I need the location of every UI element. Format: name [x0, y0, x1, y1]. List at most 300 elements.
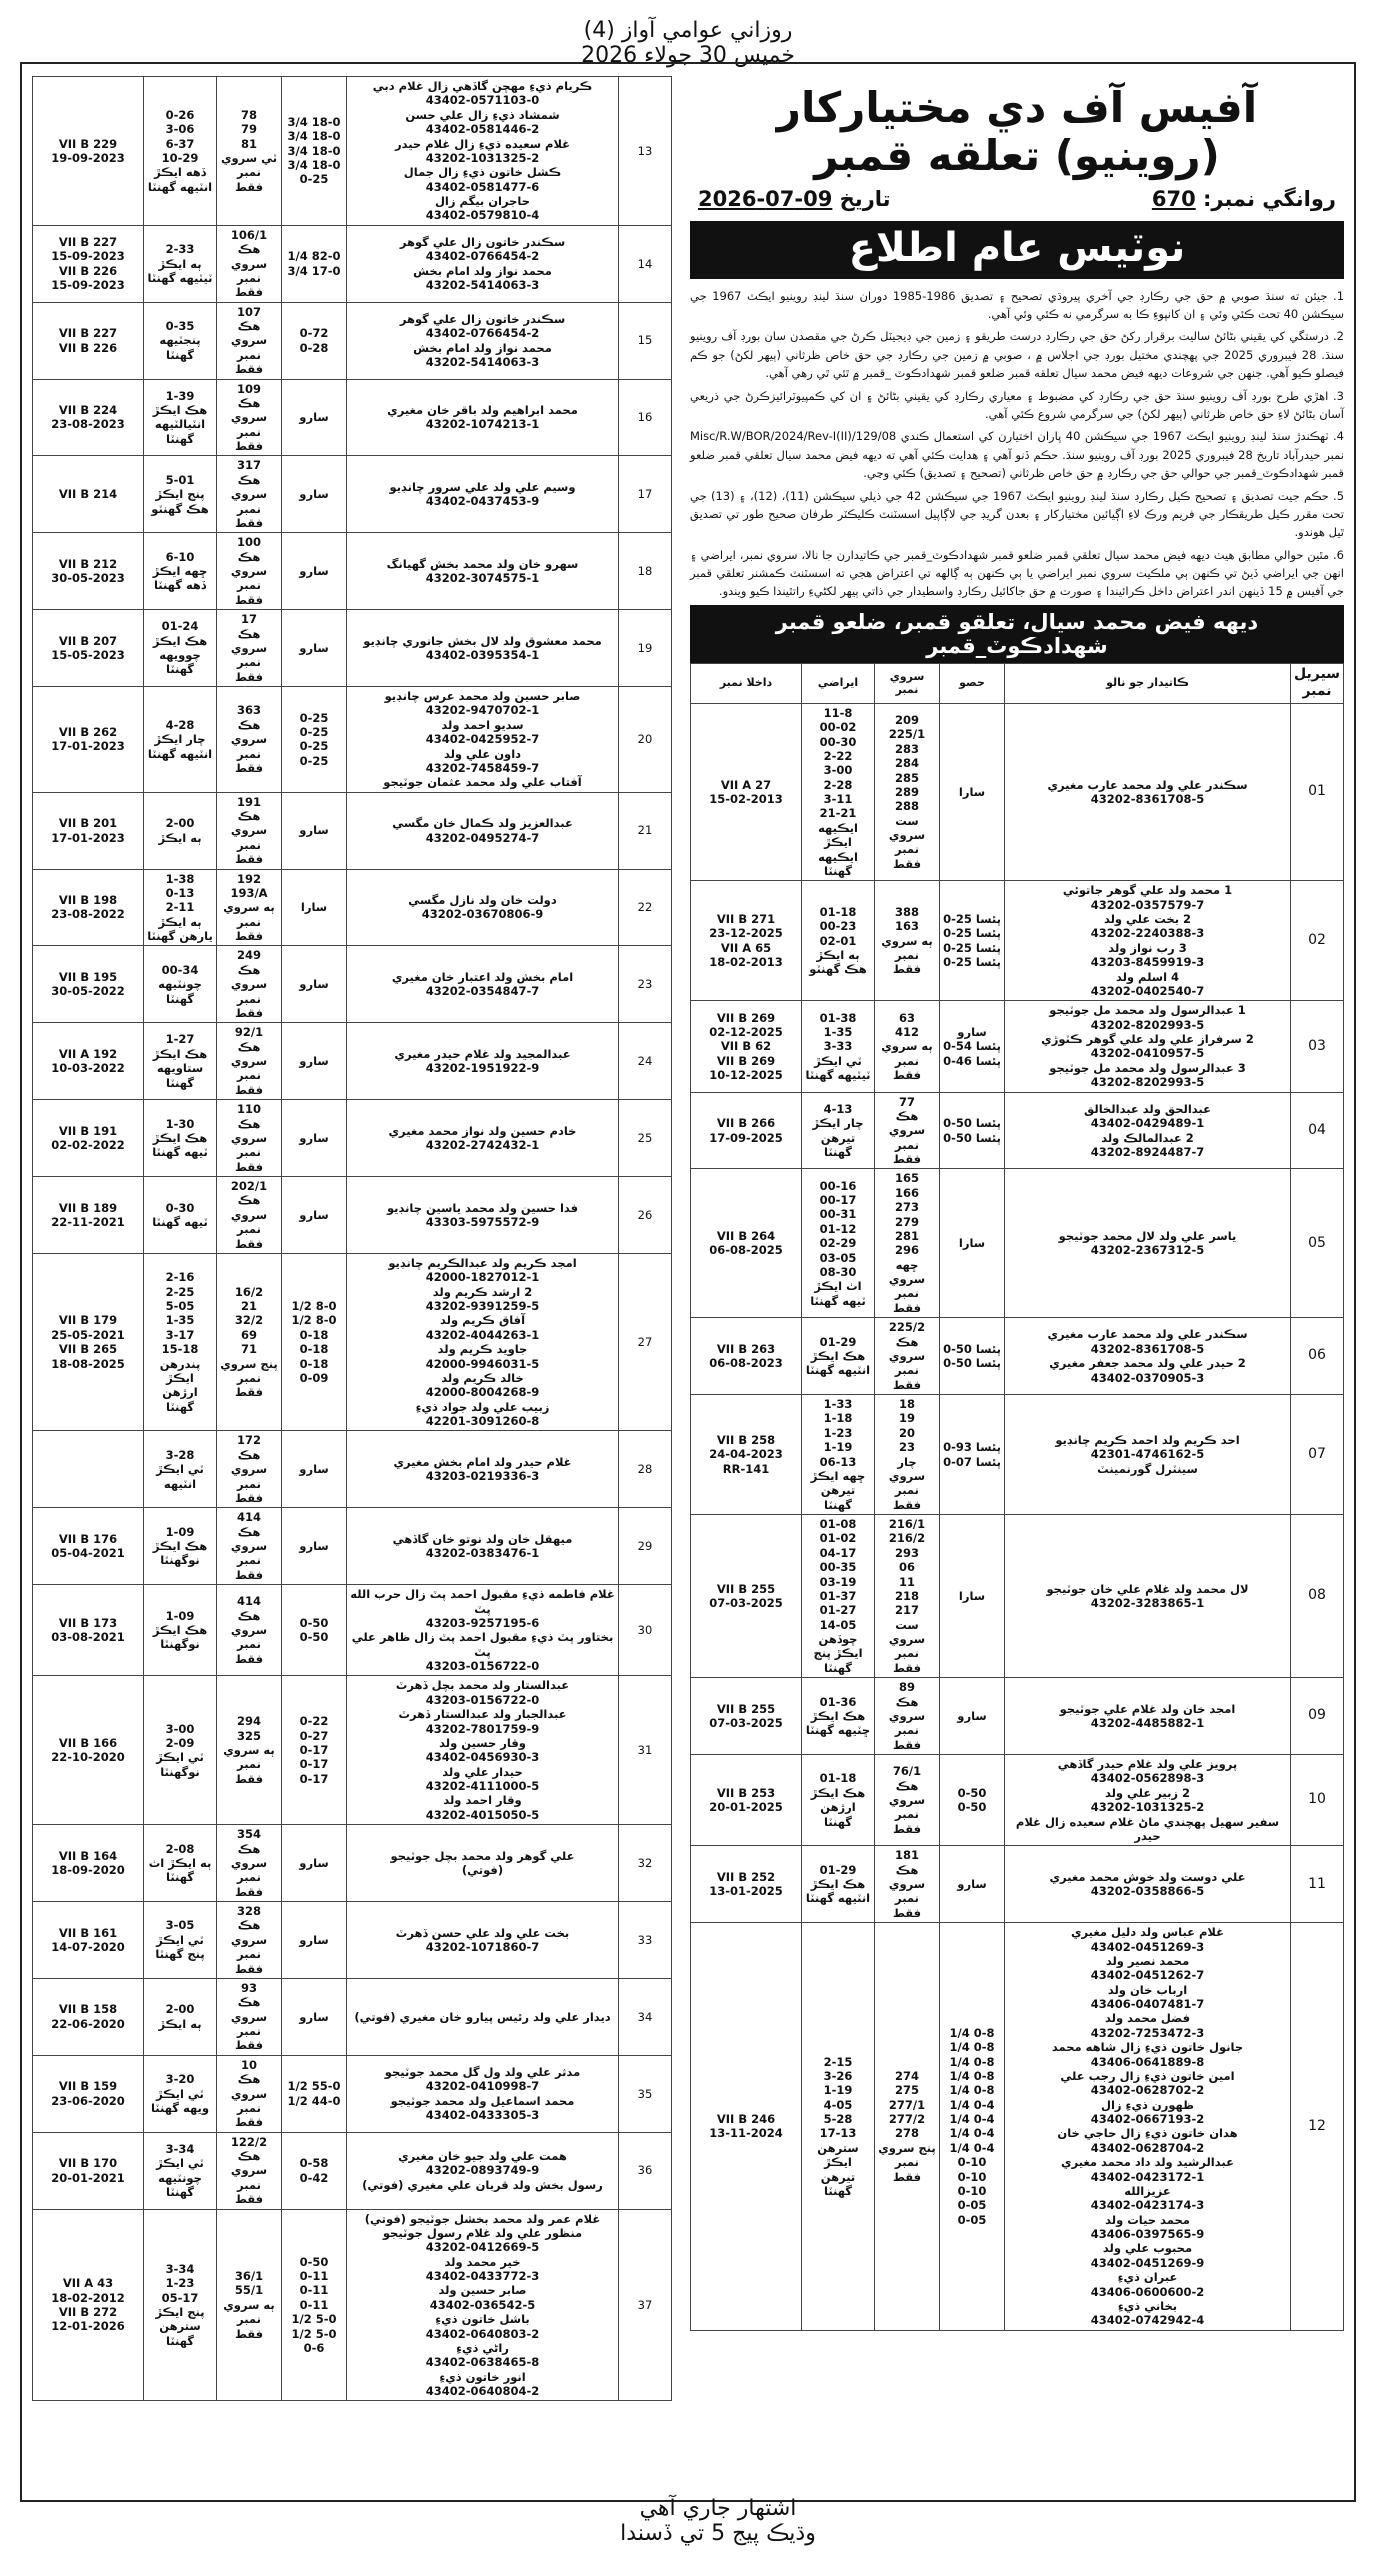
cell-line: 42000-1827012-1 [425, 1270, 540, 1285]
table-row [691, 881, 1344, 1001]
cell-line: محمد اسماعيل ولد محمد جوٽيجو [390, 2093, 575, 2108]
cell-line: 00-23 [819, 919, 857, 934]
cell-line: 3-17 [165, 1327, 195, 1342]
cell-line: هڪ سروي نمبر [888, 1778, 926, 1822]
cell-line: سديو احمد ولد [441, 717, 524, 732]
cell-line: 3-28 [165, 1447, 195, 1462]
cell-line: 43402-0451269-3 [1090, 1939, 1205, 1954]
cell-line: هڪ سروي نمبر [230, 809, 268, 852]
cell-line: 3-06 [165, 122, 195, 137]
cell-line: هڪ ايڪڙ نوگهنٽا [152, 1623, 208, 1652]
cell-line: ظهورن ذيءِ زال [1101, 2097, 1194, 2112]
cell-line: 0-50 [299, 1630, 329, 1645]
cell-line: 0-93 پئسا [943, 1440, 1001, 1455]
table-row [33, 2132, 672, 2209]
cell-line: 181 [894, 1848, 919, 1863]
table-row [33, 225, 672, 302]
cell-line: 1-19 [823, 2083, 853, 2098]
cell-line: 06 [898, 1560, 915, 1575]
cell-line: 43402-0628702-2 [1090, 2083, 1205, 2098]
cell-line: محبوب علي ولد [1102, 2241, 1193, 2256]
cell-line: صابر حسين ولد [438, 2283, 527, 2298]
table-row [33, 1177, 672, 1254]
cell-line: ارباب خان ولد [1107, 1982, 1188, 1997]
names-cell [347, 1100, 619, 1177]
cell-line: 0-25 پئسا [943, 926, 1001, 941]
cell-line: 43203-0156722-0 [425, 1692, 540, 1707]
cell-line: زبيب علي ولد جواد ذيءِ [415, 1399, 550, 1414]
survey-cell [875, 1001, 940, 1092]
entry-cell [33, 1100, 144, 1177]
cell-line: فقط [892, 856, 922, 871]
cell-line: فقط [892, 1152, 922, 1167]
cell-line: VII B 173 [58, 1615, 118, 1630]
share-cell [282, 1023, 347, 1100]
cell-line: رسول بخش ولد قربان علي مغيري (فوتي) [362, 2177, 603, 2192]
cell-line: 0-07 پئسا [943, 1454, 1001, 1469]
survey-cell [217, 302, 282, 379]
cell-line: علي گوهر ولد محمد بچل جوٽيجو [390, 1848, 575, 1863]
cell-line: 30-05-2022 [51, 984, 125, 999]
share-cell [282, 533, 347, 610]
cell-line: فقط [234, 1236, 264, 1251]
area-cell [802, 1395, 875, 1515]
cell-line: ڪريام ذيءِ مهچن گاڏهي زال غلام دبي [372, 79, 593, 93]
cell-line: 414 [236, 1594, 261, 1609]
cell-line: 249 [236, 948, 261, 963]
cell-line: 3/4 18-0 [287, 129, 341, 144]
table-row [33, 456, 672, 533]
cell-line: فقط [234, 439, 264, 453]
cell-line: 43202-7458459-7 [425, 760, 540, 775]
cell-line: هڪ سروي نمبر [888, 1694, 926, 1738]
cell-line: VII B 265 [58, 1342, 118, 1357]
cell-line: VII B 201 [58, 816, 118, 831]
share-cell [282, 77, 347, 226]
share-cell [940, 1515, 1005, 1678]
cell-line: 0-54 پئسا [943, 1039, 1001, 1054]
cell-line: سارا [958, 784, 986, 799]
share-cell [282, 1825, 347, 1902]
entry-cell [33, 2209, 144, 2401]
entry-cell [33, 869, 144, 946]
cell-line: RR-141 [722, 1461, 770, 1476]
cell-line: پنج سروي نمبر [878, 2140, 936, 2170]
cell-line: ست سروي نمبر [888, 1617, 926, 1661]
cell-line: فقط [892, 1068, 922, 1083]
names-cell [347, 456, 619, 533]
cell-line: 13-01-2025 [709, 1884, 783, 1899]
cell-line: 1/2 44-0 [287, 2093, 341, 2108]
cell-line: 23-08-2022 [51, 907, 125, 922]
share-cell [282, 2209, 347, 2401]
cell-line: ٽي ايڪڙ چونٽيهه گهنٽا [156, 2156, 204, 2199]
serial-cell: 25 [619, 1100, 672, 1177]
cell-line: فقط [892, 1821, 922, 1836]
cell-line: سارو [957, 1708, 987, 1723]
cell-line: ٻه سروي نمبر [223, 1743, 275, 1772]
area-cell [144, 2132, 217, 2209]
area-cell [802, 1678, 875, 1755]
cell-line: ڪشل خاتون ذيءِ زال جمال [403, 165, 562, 180]
share-cell [940, 1678, 1005, 1755]
cell-line: 2 بخت علي ولد [1103, 912, 1192, 927]
table-row [33, 610, 672, 687]
cell-line: فقط [892, 2169, 922, 2184]
cell-line: 25-05-2021 [51, 1327, 125, 1342]
cell-line: 289 [894, 784, 919, 799]
cell-line: 92/1 [234, 1025, 264, 1040]
cell-line: 0-25 [299, 753, 329, 768]
names-cell [1005, 1395, 1291, 1515]
cell-line: 10-03-2022 [51, 1061, 125, 1076]
cell-line: 43202-4111000-5 [425, 1779, 540, 1793]
names-cell [347, 1431, 619, 1508]
cell-line: 0-25 پئسا [943, 912, 1001, 927]
cell-line: 0-10 [957, 2183, 987, 2198]
date-label: تاريخ [839, 186, 891, 211]
cell-line: 00-30 [819, 734, 857, 749]
cell-line: 0-28 [299, 340, 329, 355]
cell-line: 02-29 [819, 1236, 857, 1251]
names-cell [347, 1177, 619, 1254]
entry-cell [691, 1515, 802, 1678]
cell-line: 3/4 18-0 [287, 114, 341, 129]
cell-line: ٽي ايڪڙ ٽيٽيهه گهنٽا [805, 1053, 871, 1083]
left-table [32, 76, 672, 2401]
cell-line: 5-28 [823, 2112, 853, 2127]
cell-line: 110 [236, 1102, 261, 1117]
share-cell [282, 456, 347, 533]
entry-cell [33, 1825, 144, 1902]
cell-line: 43202-2742432-1 [425, 1138, 540, 1153]
cell-line: سارو [299, 640, 329, 655]
names-cell [347, 225, 619, 302]
cell-line: 0-50 [299, 1615, 329, 1630]
cell-line: VII B 195 [58, 969, 118, 984]
cell-line: 1/4 0-4 [949, 2112, 995, 2127]
entry-cell [33, 302, 144, 379]
serial-cell: 21 [619, 792, 672, 869]
cell-line: همت علي ولد جيو خان مغيري [398, 2149, 567, 2163]
cell-line: عبدالمجيد ولد غلام حيدر مغيري [394, 1046, 571, 1061]
cell-line: ٽي ايڪڙ ويهه گهنٽا [150, 2086, 210, 2115]
cell-line: هڪ سروي نمبر [230, 717, 268, 761]
share-cell [282, 2132, 347, 2209]
cell-line: صابر حسين ولد محمد عرس چانڊيو [384, 689, 581, 703]
cell-line: 00-31 [819, 1207, 857, 1222]
cell-line: 2-25 [165, 1284, 195, 1299]
entry-cell [691, 1846, 802, 1923]
names-cell [1005, 1092, 1291, 1169]
names-cell [347, 2209, 619, 2401]
cell-line: 00-16 [819, 1178, 857, 1193]
cell-line: 00-35 [819, 1560, 857, 1575]
survey-cell [875, 1923, 940, 2331]
cell-line: 05-04-2021 [51, 1546, 125, 1561]
names-cell [1005, 1755, 1291, 1846]
area-cell [144, 869, 217, 946]
cell-line: VII B 258 [716, 1433, 776, 1448]
cell-line: 23-08-2023 [51, 417, 125, 432]
cell-line: 43202-2367312-5 [1090, 1243, 1205, 1258]
entry-cell [33, 1023, 144, 1100]
survey-cell [875, 1515, 940, 1678]
table-row [691, 1001, 1344, 1092]
cell-line: خادم حسين ولد نواز محمد مغيري [388, 1123, 577, 1138]
cell-line: VII B 62 [720, 1039, 772, 1054]
cell-line: 0-18 [299, 1327, 329, 1342]
cell-line: عبدالرشيد ولد داد محمد مغيري [1061, 2155, 1234, 2170]
entry-cell [691, 1001, 802, 1092]
cell-line: 1-30 [165, 1116, 195, 1131]
names-cell [347, 2055, 619, 2132]
cell-line: اٺ ايڪڙ ٽيهه گهنٽا [810, 1279, 866, 1308]
cell-line: انور خاتون ذيءِ [439, 2369, 526, 2384]
cell-line: 3 عبدالرسول ولد محمد مل جوٽيجو [1049, 1060, 1246, 1075]
cell-line: 3-33 [823, 1039, 853, 1054]
share-cell [282, 1902, 347, 1979]
names-cell [347, 1978, 619, 2055]
survey-cell [217, 792, 282, 869]
share-cell [282, 687, 347, 793]
cell-line: ٻه ايڪڙ [158, 2016, 202, 2031]
cell-line: 1/2 8-0 [291, 1313, 337, 1328]
cell-line: ياسر علي ولد لال محمد جوٽيجو [1058, 1228, 1237, 1243]
cell-line: 43406-0600600-2 [1090, 2284, 1205, 2299]
cell-line: 43202-1951922-9 [425, 1061, 540, 1076]
cell-line: 363 [236, 703, 261, 718]
serial-cell: 24 [619, 1023, 672, 1100]
col-header: ايراضي [802, 663, 875, 703]
names-cell [347, 1585, 619, 1676]
cell-line: 17-13 [819, 2126, 857, 2141]
cell-line: 191 [236, 794, 261, 809]
cell-line: 4-05 [823, 2097, 853, 2112]
cell-line: VII B 224 [58, 403, 118, 418]
area-cell [144, 1253, 217, 1431]
cell-line: 43202-0402540-7 [1090, 983, 1205, 998]
col-header: سيريل نمبر [1291, 663, 1344, 703]
cell-line: 24-04-2023 [709, 1447, 783, 1462]
cell-line: 43402-0423172-1 [1090, 2169, 1205, 2184]
table-row [33, 2055, 672, 2132]
cell-line: 55/1 [234, 2283, 264, 2298]
serial-cell: 35 [619, 2055, 672, 2132]
area-cell [802, 881, 875, 1001]
area-cell [144, 1978, 217, 2055]
cell-line: 43202-0383476-1 [425, 1546, 540, 1561]
cell-line: هڪ سروي نمبر [230, 1608, 268, 1652]
cell-line: 36/1 [234, 2269, 264, 2283]
cell-line: 388 [894, 904, 919, 919]
cell-line: 1/2 55-0 [287, 2079, 341, 2094]
cell-line: فقط [892, 1497, 922, 1512]
cell-line: 0-50 پئسا [943, 1116, 1001, 1131]
cell-line: 216/1 [888, 1517, 926, 1532]
col-header: سروي نمبر [875, 663, 940, 703]
entry-cell [33, 1585, 144, 1676]
cell-line: 12-01-2026 [51, 2319, 125, 2334]
serial-cell: 04 [1291, 1092, 1344, 1169]
cell-line: فقط [234, 285, 264, 300]
cell-line: سارا [958, 1236, 986, 1251]
cell-line: VII B 227 [58, 326, 118, 341]
cell-line: 1-19 [823, 1440, 853, 1455]
continued-column [32, 76, 672, 2401]
cell-line: 01-02 [819, 1531, 857, 1546]
cell-line: هڪ ايڪڙ نوگهنٽا [152, 1539, 208, 1568]
cell-line: هڪ سروي نمبر [888, 1334, 926, 1378]
area-cell [144, 533, 217, 610]
cell-line: VII B 262 [58, 724, 118, 739]
serial-cell: 03 [1291, 1001, 1344, 1092]
cell-line: فقط [234, 1005, 264, 1020]
cell-line: 43202-9391259-5 [425, 1299, 540, 1313]
cell-line: فقط [234, 1771, 264, 1786]
area-cell [144, 946, 217, 1023]
cell-line: ٻه ايڪڙ هڪ گهنٽو [809, 948, 867, 977]
cell-line: 14-07-2020 [51, 1939, 125, 1954]
cell-line: غلام عمر ولد محمد بخشل جوٽيجو (فوتي) [364, 2211, 601, 2226]
names-cell [1005, 1678, 1291, 1755]
cell-line: هڪ سروي نمبر [230, 1524, 268, 1568]
cell-line: پندرهن ايڪڙ ارڙهن گهنٽا [159, 1356, 201, 1414]
cell-line: سارا [300, 900, 328, 915]
cell-line: 165 [894, 1171, 919, 1186]
cell-line: 43402-0370905-3 [1090, 1370, 1205, 1385]
table-row [33, 1508, 672, 1585]
cell-line: فقط [234, 1651, 264, 1666]
cell-line: ٽي ايڪڙ انٽيهه [156, 1462, 204, 1491]
cell-line: 192 [236, 871, 261, 886]
cell-line: 43402-0456930-3 [425, 1750, 540, 1765]
entry-cell [691, 1318, 802, 1395]
cell-line: VII A 43 [62, 2276, 114, 2291]
cell-line: 01-08 [819, 1517, 857, 1532]
cell-line: چار ايڪڙ انٽيهه گهنٽا [147, 732, 213, 761]
cell-line: 69 [240, 1327, 257, 1342]
ref-label: روانگي نمبر: [1203, 186, 1336, 211]
area-cell [802, 1001, 875, 1092]
cell-line: 1/4 0-8 [949, 2083, 995, 2098]
cell-line: 1/2 5-0 [291, 2326, 337, 2341]
serial-cell: 09 [1291, 1678, 1344, 1755]
share-cell [282, 869, 347, 946]
cell-line: 3-26 [823, 2068, 853, 2083]
area-cell [144, 379, 217, 456]
cell-line: محمد معشوق ولد لال بخش جانوري چانڊيو [363, 633, 602, 648]
cell-line: 2-22 [823, 748, 853, 763]
cell-line: سارو [299, 1130, 329, 1145]
names-cell [1005, 1923, 1291, 2331]
cell-line: بخت علي ولد علي حسن ڏهرٽ [395, 1925, 570, 1940]
cell-line: هڪ سروي نمبر [230, 319, 268, 362]
cell-line: ڇهه ايڪڙ ڏهه گهنٽا [152, 564, 208, 593]
cell-line: 193/A [230, 885, 268, 900]
notice-banner: نوٽيس عام اطلاع [690, 221, 1344, 279]
names-cell [347, 1508, 619, 1585]
cell-line: 0-25 [299, 739, 329, 754]
share-cell [940, 1318, 1005, 1395]
cell-line: 10-29 [161, 150, 199, 165]
serial-cell: 16 [619, 379, 672, 456]
cell-line: 2-09 [165, 1735, 195, 1750]
cell-line: 18 [898, 1397, 915, 1412]
cell-line: 43402-0667193-2 [1090, 2112, 1205, 2127]
cell-line: 17-01-2023 [51, 739, 125, 754]
cell-line: 15-09-2023 [51, 249, 125, 264]
cell-line: 0-50 پئسا [943, 1356, 1001, 1371]
cell-line: 107 [236, 304, 261, 319]
cell-line: 43202-3283865-1 [1090, 1596, 1205, 1611]
share-cell [940, 1092, 1005, 1169]
cell-line: VII A 65 [720, 940, 772, 955]
cell-line: 217 [894, 1603, 919, 1618]
cell-line: 1/4 0-4 [949, 2140, 995, 2155]
cell-line: پرويز علي ولد غلام حيدر گاڏهي [1057, 1757, 1238, 1772]
cell-line: 43202-9470702-1 [425, 703, 540, 718]
cell-line: محمد نصير ولد [1105, 1953, 1190, 1968]
table-row [33, 1902, 672, 1979]
cell-line: 43202-8202993-5 [1090, 1017, 1205, 1032]
left-table-body [33, 77, 672, 2401]
entry-cell [33, 1508, 144, 1585]
cell-line: ٽيهه گهنٽا [152, 1214, 208, 1229]
cell-line: 42000-9946031-5 [425, 1356, 540, 1371]
entry-cell [691, 1923, 802, 2331]
cell-line: 43402-0581477-6 [425, 179, 540, 194]
table-row [691, 1678, 1344, 1755]
cell-line: عزيزالله [1124, 2183, 1171, 2198]
serial-cell: 18 [619, 533, 672, 610]
cell-line: فقط [234, 362, 264, 377]
survey-cell [217, 2209, 282, 2401]
cell-line: 22-11-2021 [51, 1214, 125, 1229]
cell-line: فقط [234, 2115, 264, 2130]
cell-line: 172 [236, 1433, 261, 1448]
share-cell [282, 1177, 347, 1254]
cell-line: 1-23 [165, 2276, 195, 2291]
table-row [33, 1978, 672, 2055]
area-cell [144, 687, 217, 793]
cell-line: 0-26 [165, 107, 195, 122]
cell-line: 20-01-2025 [709, 1800, 783, 1815]
cell-line: 43402-0425952-7 [425, 732, 540, 747]
cell-line: 0-05 [957, 2198, 987, 2213]
names-cell [347, 687, 619, 793]
cell-line: هڪ ايڪڙ ارڙهن گهنٽا [810, 1785, 866, 1829]
cell-line: 43402-0451269-9 [1090, 2255, 1205, 2270]
survey-cell [217, 869, 282, 946]
cell-line: 1-38 [165, 871, 195, 886]
cell-line: 0-10 [957, 2155, 987, 2170]
cell-line: هڪ سروي نمبر [230, 1841, 268, 1885]
cell-line: 412 [894, 1024, 919, 1039]
cell-line: 18-02-2012 [51, 2290, 125, 2305]
paragraph: 4. ٺهڪندڙ سنڌ لينڊ روينيو ايڪٽ 1967 جي سيڪشن 40 پاران اختيارن کي استعمال ڪندي 129/08/Misc/R.W/BOR/2024/Rev-I(II) نمبر حيدرآباد تاريخ 28 فيبروري 2025 بورڊ آف روينيو سنڌ. حڪم ڏنو آهي ۽ هدايت ڪئي آهي ته ديهه فيض محمد سيال تعلقي قمبر ضلعو قمبر شهدادڪوٽ_قمبر جي حوالي حق جي رڪارڊ ۾ حق خاص ظرثاني (تصحيح ۽ تصديق) ڪئي وڃي. [690, 429, 1344, 481]
names-cell [347, 77, 619, 226]
cell-line: امين خاتون ذيءِ زال رجب علي [1060, 2068, 1235, 2083]
cell-line: ٻه سروي نمبر [223, 2297, 275, 2327]
cell-line: هڪ سروي نمبر [230, 242, 268, 285]
cell-line: امجد ڪريم ولد عبدالڪريم چانڊيو [388, 1255, 577, 1270]
cell-line: فقط [892, 1660, 922, 1675]
entry-cell [691, 1169, 802, 1318]
notice-column [690, 84, 1344, 2331]
entry-cell [33, 1253, 144, 1431]
table-row [33, 302, 672, 379]
